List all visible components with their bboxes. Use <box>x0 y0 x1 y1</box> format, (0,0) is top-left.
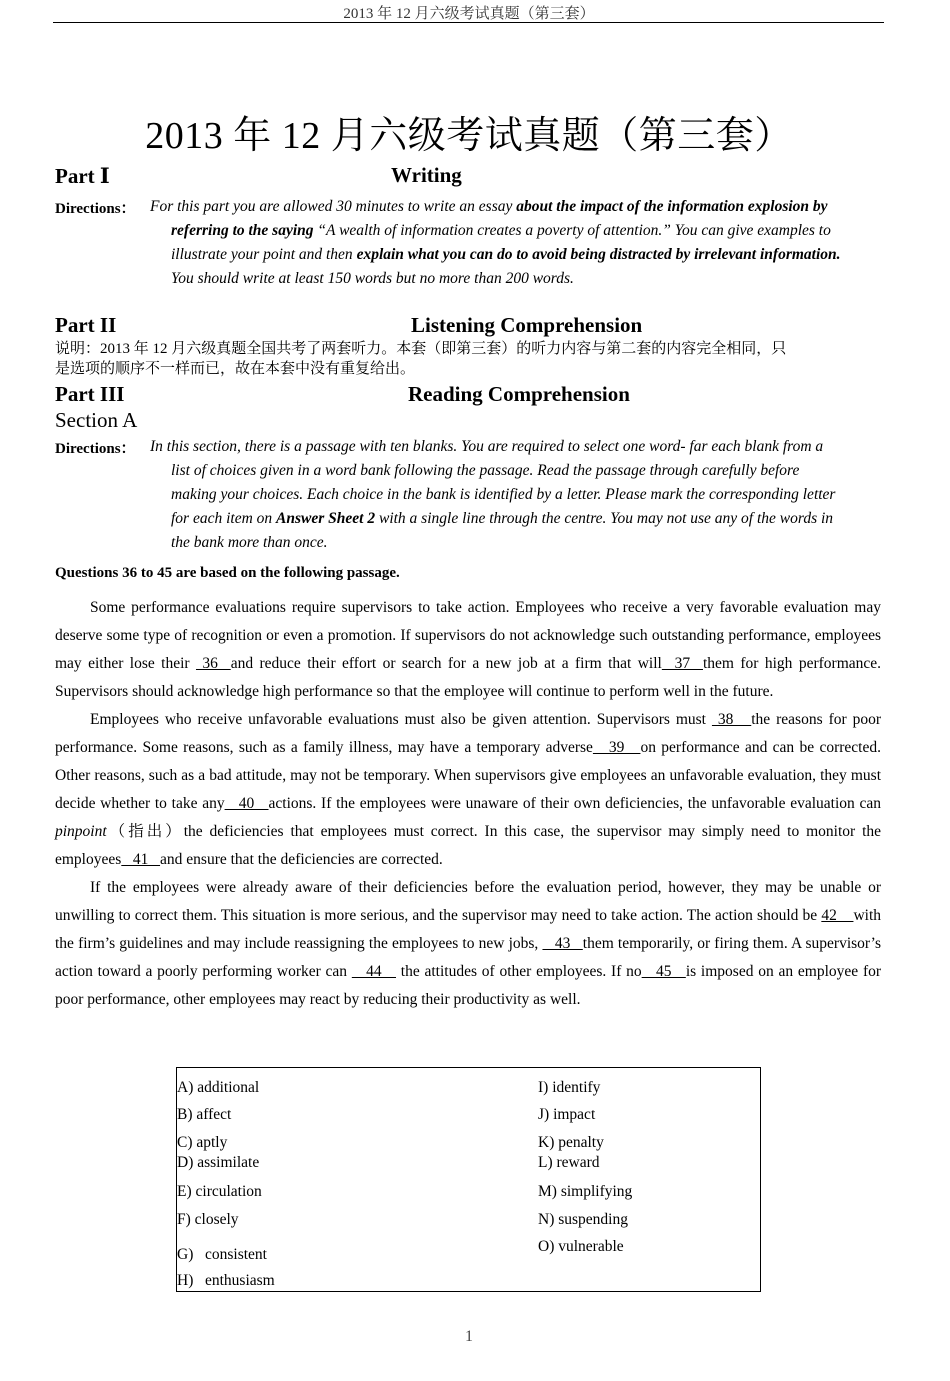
directions-line: making your choices. Each choice in the bank is identified by a letter. Please mark the corresponding letter <box>171 486 836 503</box>
directions-line: the bank more than once. <box>171 534 328 551</box>
directions-line: illustrate your point and then explain what you can do to avoid being distracted by irrelevant information. <box>171 246 841 263</box>
part2-note: 说明：2013 年 12 月六级真题全国共考了两套听力。本套（即第三套）的听力内容与第二套的内容完全相同，只 是选项的顺序不一样而已，故在本套中没有重复给出。 <box>55 341 787 377</box>
word-option: E) circulation <box>177 1183 262 1200</box>
running-header: 2013 年 12 月六级考试真题（第三套） <box>343 6 595 22</box>
blank-36: 36 <box>195 655 231 672</box>
blank-42: 42 <box>821 907 854 924</box>
part1-directions <box>150 195 885 291</box>
part1-name: Writing <box>391 163 462 187</box>
part3-directions <box>150 435 881 555</box>
word-option: D) assimilate <box>177 1154 260 1171</box>
word-option: K) penalty <box>538 1134 604 1151</box>
section-heading: Section A <box>55 408 138 432</box>
part1-label: Part Ⅰ <box>55 164 110 188</box>
word-option: M) simplifying <box>538 1183 633 1200</box>
blank-41: 41 <box>121 851 161 868</box>
directions-line: for each item on Answer Sheet 2 with a single line through the centre. You may not use any of the words in <box>171 510 834 527</box>
directions-line: For this part you are allowed 30 minutes to write an essay about the impact of the information explosion by <box>150 198 828 215</box>
blank-37: 37 <box>661 655 703 672</box>
blank-44: 44 <box>351 963 396 980</box>
blank-38: 38 <box>711 711 752 728</box>
directions-line: You should write at least 150 words but no more than 200 words. <box>171 270 574 287</box>
directions-line: referring to the saying “A wealth of information creates a poverty of attention.” You can give examples to <box>171 222 831 239</box>
directions-line: In this section, there is a passage with ten blanks. You are required to select one word- far each blank from a <box>150 438 824 455</box>
questions-heading: Questions 36 to 45 are based on the following passage. <box>55 565 400 581</box>
word-option: O) vulnerable <box>538 1238 624 1255</box>
word-option: I) identify <box>538 1079 601 1096</box>
part1-directions-label: Directions： <box>55 201 136 217</box>
part3-name: Reading Comprehension <box>408 382 630 406</box>
word-option: C) aptly <box>177 1134 228 1151</box>
passage-paragraph: Employees who receive unfavorable evaluations must also be given attention. Supervisors must 38 the reasons for poor performance. Some reasons, such as a family illness, may have a temporary adverse 39 on performance and can be corrected. Other reasons, such as a bad attitude, may not be temporary. When supervisors give employees an unfavorable evaluation, they must decide whether to take any 40 actions. If the employees were unaware of their own deficiencies, the unfavorable evaluation can pinpoint（指出）the deficiencies that employees must correct. In this case, the supervisor may simply need to monitor the employees 41 and ensure that the deficiencies are corrected. <box>55 711 882 868</box>
reading-passage <box>55 594 881 1014</box>
blank-45: 45 <box>641 963 686 980</box>
word-option: B) affect <box>177 1106 232 1123</box>
word-option: A) additional <box>177 1079 260 1096</box>
blank-40: 40 <box>224 795 269 812</box>
blank-39: 39 <box>592 739 641 756</box>
directions-line: list of choices given in a word bank following the passage. Read the passage through carefully before <box>171 462 800 479</box>
part3-label: Part III <box>55 382 125 406</box>
part2-name: Listening Comprehension <box>411 313 643 337</box>
word-option: L) reward <box>538 1154 600 1171</box>
word-option: F) closely <box>177 1211 239 1228</box>
word-option: N) suspending <box>538 1211 628 1228</box>
passage-paragraph: If the employees were already aware of their deficiencies before the evaluation period, however, they may be unable or unwilling to correct them. This situation is more serious, and the supervisor may need to take action. The action should be 42 with the firm’s guidelines and may include reassigning the employees to new jobs, 43 them temporarily, or firing them. A supervisor’s action toward a poorly performing worker can 44 the attitudes of other employees. If no 45 is imposed on an employee for poor performance, other employees may react by reducing their productivity as well. <box>55 879 882 1008</box>
word-bank <box>176 1067 761 1292</box>
blank-43: 43 <box>542 935 583 952</box>
page-title: 2013 年 12 月六级考试真题（第三套） <box>145 115 793 157</box>
word-option: H) enthusiasm <box>177 1272 275 1289</box>
page-number: 1 <box>465 1328 473 1345</box>
word-option: G) consistent <box>177 1246 267 1263</box>
part3-directions-label: Directions： <box>55 441 136 457</box>
word-option: J) impact <box>538 1106 596 1123</box>
part2-label: Part II <box>55 313 117 337</box>
passage-paragraph: Some performance evaluations require supervisors to take action. Employees who receive a very favorable evaluation may deserve some type of recognition or even a promotion. If supervisors do not acknowledge such outstanding performance, employees may either lose their 36 and reduce their effort or search for a new job at a firm that will 37 them for high performance. Supervisors should acknowledge high performance so that the employee will continue to perform well in the future. <box>55 599 882 700</box>
header-rule <box>53 22 884 23</box>
